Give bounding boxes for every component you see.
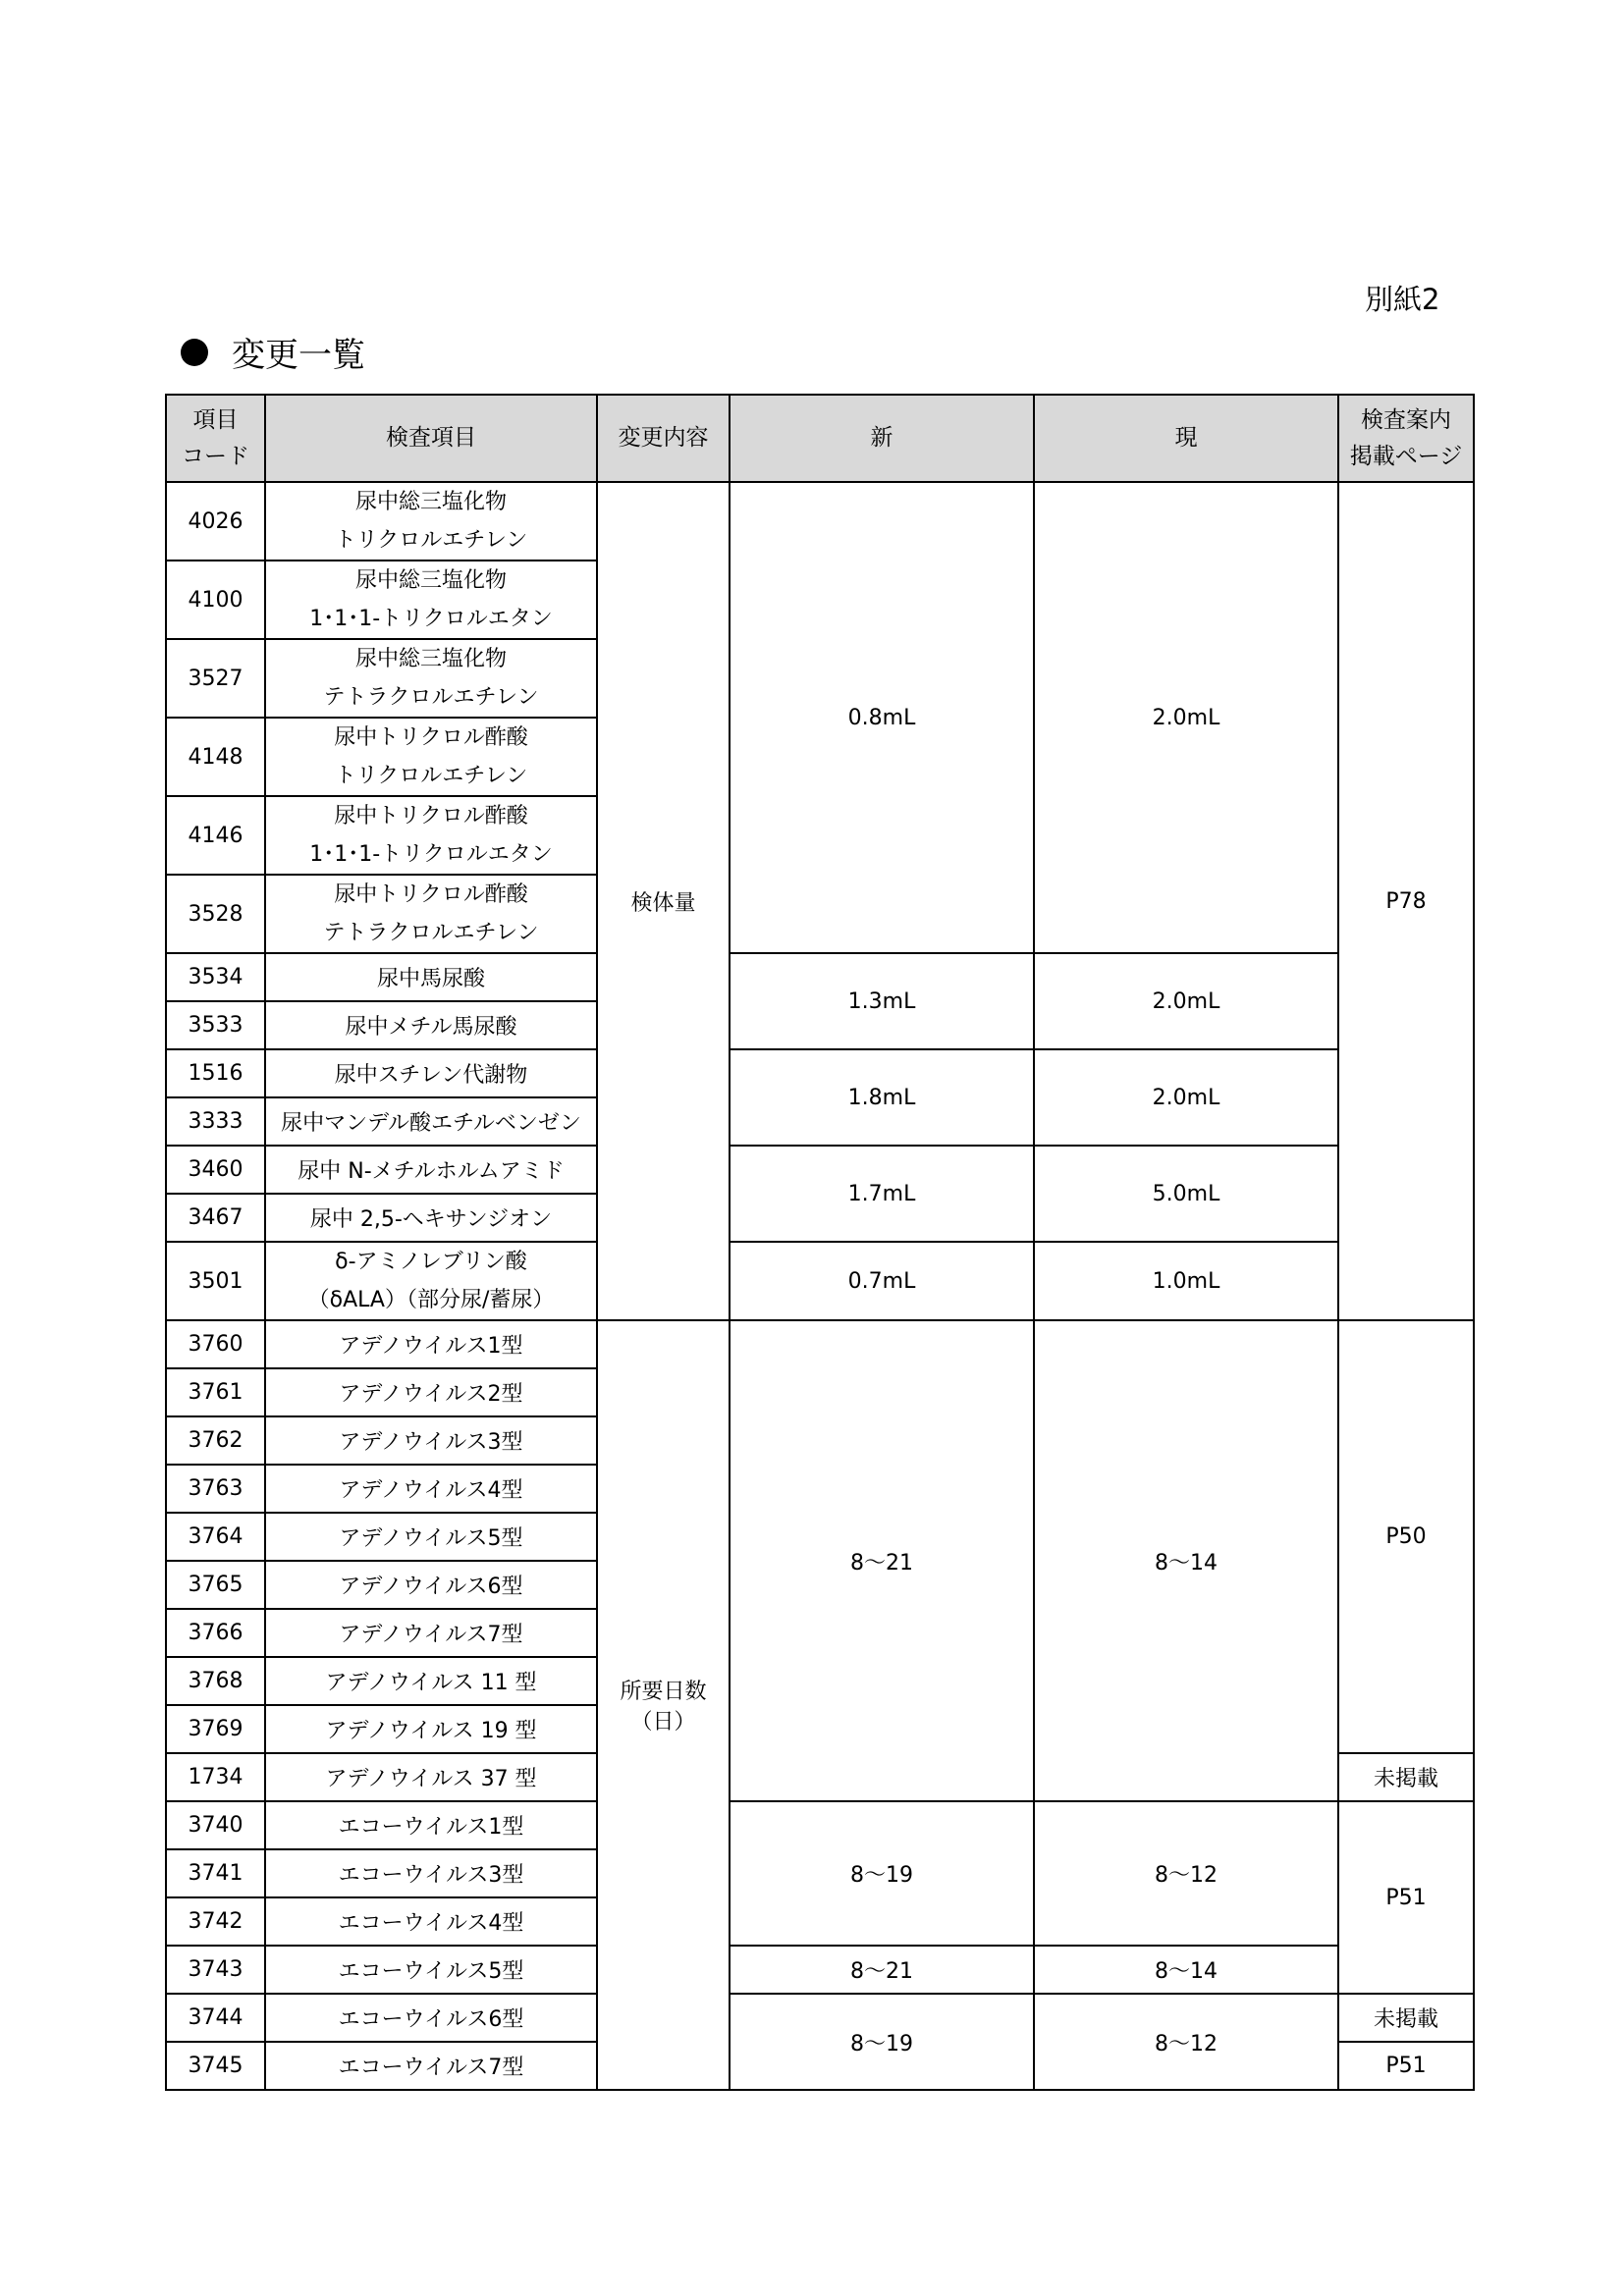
header-new: 新: [730, 395, 1034, 482]
new-value: 1.8mL: [730, 1049, 1034, 1146]
new-value: 1.3mL: [730, 953, 1034, 1049]
table-row: [166, 1946, 1474, 1994]
item-code: 3467: [166, 1194, 265, 1242]
item-name: エコーウイルス6型: [265, 1994, 597, 2042]
table-row: [166, 1242, 1474, 1320]
item-name: 尿中トリクロル酢酸 テトラクロルエチレン: [265, 875, 597, 953]
item-name: 尿中トリクロル酢酸 1･1･1-トリクロルエタン: [265, 796, 597, 875]
change-type-specimen: 検体量: [597, 482, 730, 1320]
new-value: 8～19: [730, 1801, 1034, 1946]
item-code: 3743: [166, 1946, 265, 1994]
table-row: [166, 1320, 1474, 1368]
current-value: 8～14: [1034, 1946, 1338, 1994]
item-code: 1516: [166, 1049, 265, 1097]
item-code: 3762: [166, 1416, 265, 1465]
current-value: 2.0mL: [1034, 1049, 1338, 1146]
item-code: 3763: [166, 1465, 265, 1513]
item-name: アデノウイルス7型: [265, 1609, 597, 1657]
item-code: 3745: [166, 2042, 265, 2090]
page-title: [181, 328, 365, 376]
item-name: エコーウイルス3型: [265, 1849, 597, 1897]
item-code: 3533: [166, 1001, 265, 1049]
new-value: 8～21: [730, 1946, 1034, 1994]
item-name: 尿中総三塩化物 1･1･1-トリクロルエタン: [265, 561, 597, 639]
item-name: アデノウイルス 19 型: [265, 1705, 597, 1753]
current-value: 8～14: [1034, 1320, 1338, 1801]
item-name: 尿中総三塩化物 トリクロルエチレン: [265, 482, 597, 561]
item-name: アデノウイルス2型: [265, 1368, 597, 1416]
guide-page: P51: [1338, 2042, 1474, 2090]
item-code: 1734: [166, 1753, 265, 1801]
item-name: エコーウイルス1型: [265, 1801, 597, 1849]
item-name: アデノウイルス1型: [265, 1320, 597, 1368]
item-name: 尿中マンデル酸エチルベンゼン: [265, 1097, 597, 1146]
item-code: 4026: [166, 482, 265, 561]
new-value: 1.7mL: [730, 1146, 1034, 1242]
current-value: 5.0mL: [1034, 1146, 1338, 1242]
item-code: 3769: [166, 1705, 265, 1753]
header-change: 変更内容: [597, 395, 730, 482]
bullet-icon: [181, 339, 208, 366]
header-row: [166, 395, 1474, 482]
table-row: [166, 482, 1474, 561]
header-page: 検査案内 掲載ページ: [1338, 395, 1474, 482]
table-row: [166, 1801, 1474, 1849]
item-code: 3742: [166, 1897, 265, 1946]
item-code: 4148: [166, 718, 265, 796]
annex-label: 別紙2: [1365, 283, 1440, 316]
item-name: 尿中メチル馬尿酸: [265, 1001, 597, 1049]
item-code: 3333: [166, 1097, 265, 1146]
item-name: 尿中スチレン代謝物: [265, 1049, 597, 1097]
item-name: アデノウイルス3型: [265, 1416, 597, 1465]
item-code: 3741: [166, 1849, 265, 1897]
item-name: アデノウイルス4型: [265, 1465, 597, 1513]
item-name: 尿中総三塩化物 テトラクロルエチレン: [265, 639, 597, 718]
current-value: 2.0mL: [1034, 953, 1338, 1049]
guide-page: 未掲載: [1338, 1994, 1474, 2042]
table-row: [166, 1146, 1474, 1194]
item-code: 3768: [166, 1657, 265, 1705]
guide-page: 未掲載: [1338, 1753, 1474, 1801]
current-value: 1.0mL: [1034, 1242, 1338, 1320]
item-code: 3760: [166, 1320, 265, 1368]
item-name: エコーウイルス4型: [265, 1897, 597, 1946]
guide-page: P78: [1338, 482, 1474, 1320]
item-code: 3528: [166, 875, 265, 953]
item-name: 尿中トリクロル酢酸 トリクロルエチレン: [265, 718, 597, 796]
item-code: 4146: [166, 796, 265, 875]
item-code: 3764: [166, 1513, 265, 1561]
item-code: 3744: [166, 1994, 265, 2042]
item-name: 尿中 2,5-ヘキサンジオン: [265, 1194, 597, 1242]
guide-page: P50: [1338, 1320, 1474, 1753]
item-code: 3460: [166, 1146, 265, 1194]
item-code: 3740: [166, 1801, 265, 1849]
change-table: [165, 394, 1475, 2091]
item-name: アデノウイルス 37 型: [265, 1753, 597, 1801]
table-row: [166, 1049, 1474, 1097]
table-row: [166, 953, 1474, 1001]
guide-page: P51: [1338, 1801, 1474, 1994]
current-value: 8～12: [1034, 1801, 1338, 1946]
header-item: 検査項目: [265, 395, 597, 482]
new-value: 8～19: [730, 1994, 1034, 2090]
item-code: 3765: [166, 1561, 265, 1609]
item-name: アデノウイルス6型: [265, 1561, 597, 1609]
item-name: アデノウイルス 11 型: [265, 1657, 597, 1705]
current-value: 2.0mL: [1034, 482, 1338, 953]
item-name: エコーウイルス7型: [265, 2042, 597, 2090]
item-code: 3501: [166, 1242, 265, 1320]
item-code: 3527: [166, 639, 265, 718]
header-code: 項目 コード: [166, 395, 265, 482]
new-value: 0.7mL: [730, 1242, 1034, 1320]
item-name: 尿中 N-メチルホルムアミド: [265, 1146, 597, 1194]
table-row: [166, 1994, 1474, 2042]
item-code: 3761: [166, 1368, 265, 1416]
current-value: 8～12: [1034, 1994, 1338, 2090]
item-code: 4100: [166, 561, 265, 639]
new-value: 0.8mL: [730, 482, 1034, 953]
item-name: 尿中馬尿酸: [265, 953, 597, 1001]
item-code: 3766: [166, 1609, 265, 1657]
item-name: アデノウイルス5型: [265, 1513, 597, 1561]
item-name: エコーウイルス5型: [265, 1946, 597, 1994]
new-value: 8～21: [730, 1320, 1034, 1801]
item-name: δ-アミノレブリン酸 （δALA）（部分尿/蓄尿）: [265, 1242, 597, 1320]
change-type-days: 所要日数 （日）: [597, 1320, 730, 2090]
title-text: 変更一覧: [232, 336, 365, 375]
header-current: 現: [1034, 395, 1338, 482]
item-code: 3534: [166, 953, 265, 1001]
